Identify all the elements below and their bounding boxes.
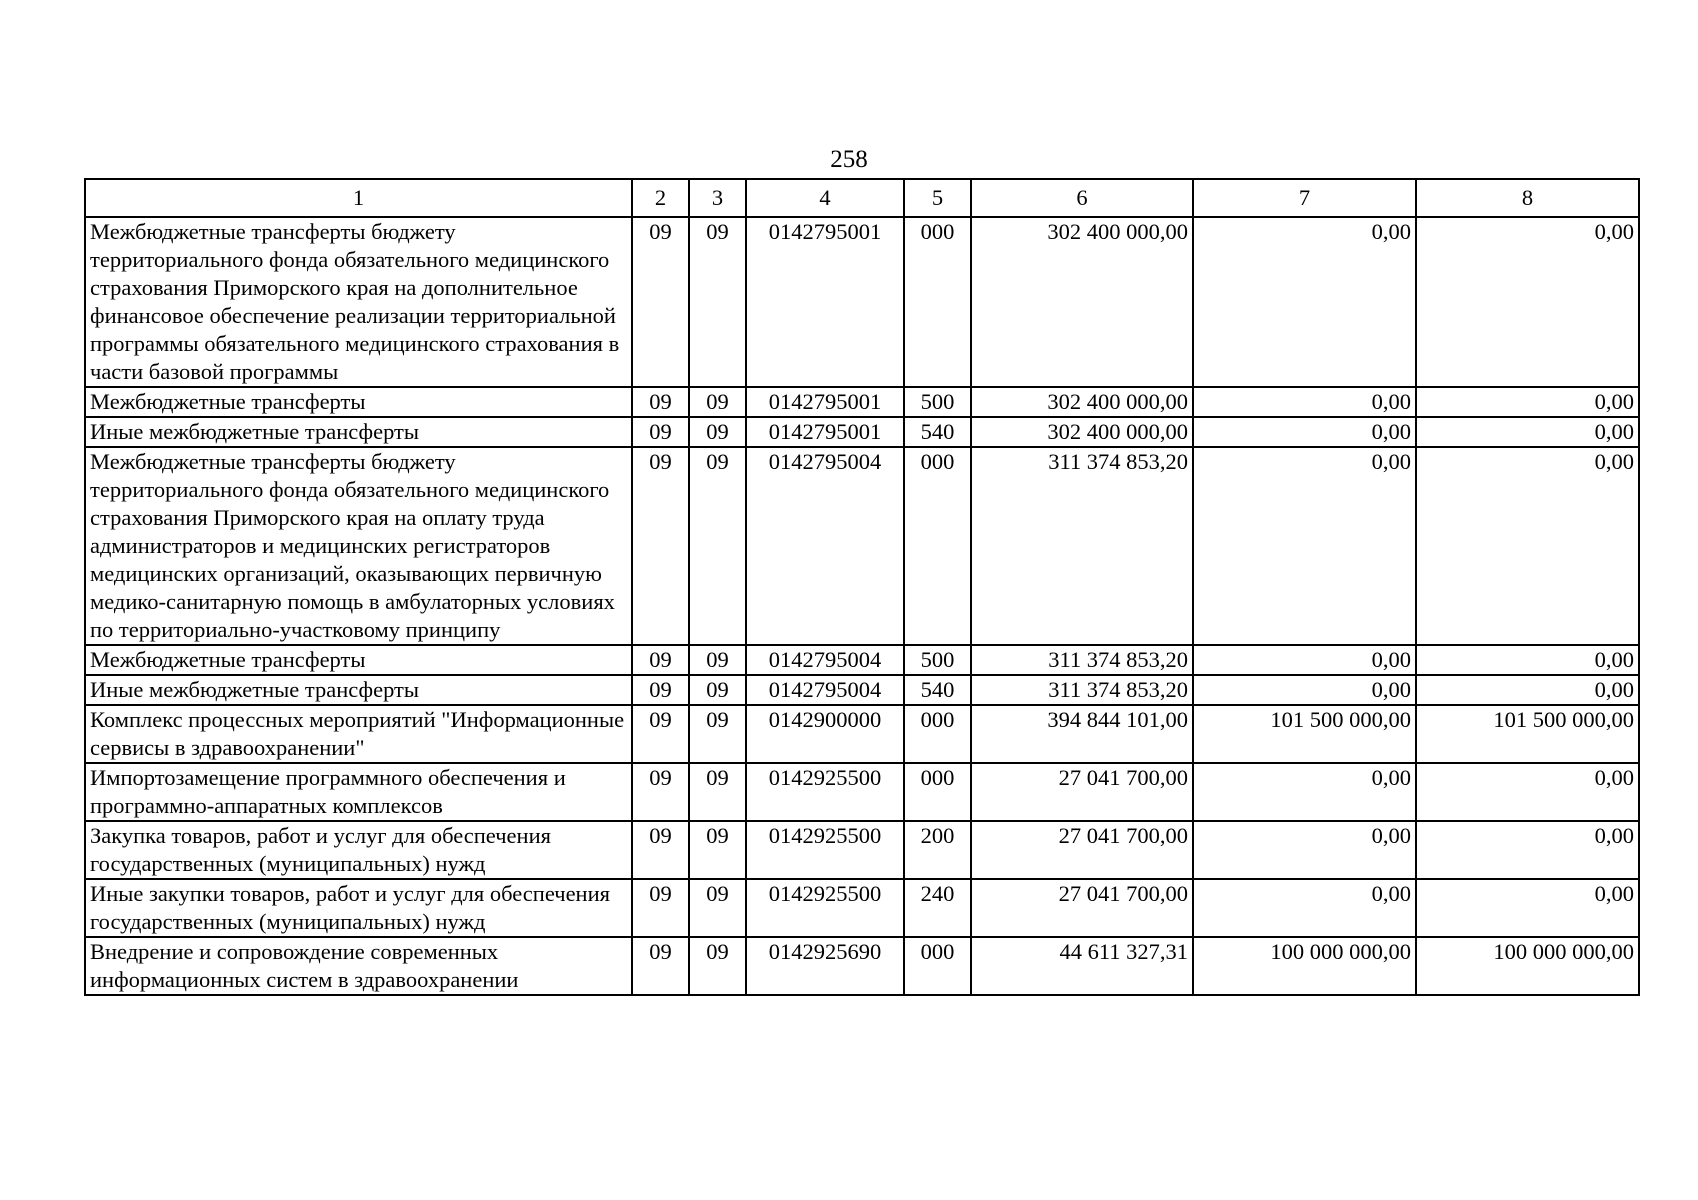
row-subsection: 09: [689, 645, 746, 675]
header-col-5: 5: [904, 179, 971, 217]
row-section: 09: [632, 675, 689, 705]
row-expense-type: 240: [904, 879, 971, 937]
row-section: 09: [632, 705, 689, 763]
row-amount-2: 0,00: [1193, 387, 1416, 417]
table-row: [85, 821, 1639, 879]
row-expense-type: 000: [904, 937, 971, 995]
table-row: [85, 705, 1639, 763]
table-row: [85, 417, 1639, 447]
row-amount-3: 0,00: [1416, 387, 1639, 417]
row-amount-2: 0,00: [1193, 879, 1416, 937]
row-section: 09: [632, 763, 689, 821]
row-amount-1: 27 041 700,00: [971, 821, 1193, 879]
row-amount-3: 0,00: [1416, 417, 1639, 447]
row-amount-2: 0,00: [1193, 645, 1416, 675]
row-section: 09: [632, 821, 689, 879]
row-amount-3: 0,00: [1416, 447, 1639, 645]
row-expense-type: 000: [904, 705, 971, 763]
table-row: [85, 763, 1639, 821]
row-subsection: 09: [689, 705, 746, 763]
row-name: Закупка товаров, работ и услуг для обеспечения государственных (муниципальных) нужд: [85, 821, 632, 879]
row-amount-3: 0,00: [1416, 763, 1639, 821]
row-amount-1: 394 844 101,00: [971, 705, 1193, 763]
row-amount-2: 0,00: [1193, 675, 1416, 705]
row-expense-type: 540: [904, 675, 971, 705]
row-section: 09: [632, 937, 689, 995]
row-target-code: 0142795001: [746, 417, 904, 447]
row-section: 09: [632, 217, 689, 387]
row-name: Межбюджетные трансферты бюджету территориального фонда обязательного медицинского страхования Приморского края на оплату труда администраторов и медицинских регистраторов медицинских организаций, оказывающих первичную медико-санитарную помощь в амбулаторных условиях по территориально-участковому принципу: [85, 447, 632, 645]
row-target-code: 0142900000: [746, 705, 904, 763]
row-name: Внедрение и сопровождение современных информационных систем в здравоохранении: [85, 937, 632, 995]
table-row: [85, 937, 1639, 995]
header-col-2: 2: [632, 179, 689, 217]
row-target-code: 0142795004: [746, 447, 904, 645]
row-target-code: 0142795001: [746, 217, 904, 387]
row-amount-2: 0,00: [1193, 417, 1416, 447]
header-col-1: 1: [85, 179, 632, 217]
row-expense-type: 000: [904, 447, 971, 645]
row-name: Межбюджетные трансферты: [85, 645, 632, 675]
row-subsection: 09: [689, 217, 746, 387]
row-target-code: 0142795001: [746, 387, 904, 417]
row-subsection: 09: [689, 763, 746, 821]
row-section: 09: [632, 417, 689, 447]
row-amount-2: 0,00: [1193, 821, 1416, 879]
row-subsection: 09: [689, 879, 746, 937]
table-row: [85, 217, 1639, 387]
row-name: Комплекс процессных мероприятий "Информационные сервисы в здравоохранении": [85, 705, 632, 763]
row-amount-2: 101 500 000,00: [1193, 705, 1416, 763]
row-name: Иные межбюджетные трансферты: [85, 675, 632, 705]
row-amount-1: 311 374 853,20: [971, 675, 1193, 705]
row-amount-3: 0,00: [1416, 645, 1639, 675]
row-amount-1: 302 400 000,00: [971, 217, 1193, 387]
row-subsection: 09: [689, 675, 746, 705]
row-name: Межбюджетные трансферты: [85, 387, 632, 417]
row-name: Межбюджетные трансферты бюджету территориального фонда обязательного медицинского страхования Приморского края на дополнительное финансовое обеспечение реализации территориальной программы обязательного медицинского страхования в части базовой программы: [85, 217, 632, 387]
row-amount-1: 44 611 327,31: [971, 937, 1193, 995]
row-subsection: 09: [689, 387, 746, 417]
table-row: [85, 879, 1639, 937]
header-col-4: 4: [746, 179, 904, 217]
row-section: 09: [632, 645, 689, 675]
row-amount-1: 311 374 853,20: [971, 645, 1193, 675]
row-amount-1: 311 374 853,20: [971, 447, 1193, 645]
row-amount-1: 302 400 000,00: [971, 387, 1193, 417]
row-subsection: 09: [689, 821, 746, 879]
row-target-code: 0142925500: [746, 879, 904, 937]
row-name: Иные закупки товаров, работ и услуг для обеспечения государственных (муниципальных) нужд: [85, 879, 632, 937]
row-amount-3: 0,00: [1416, 879, 1639, 937]
row-expense-type: 500: [904, 387, 971, 417]
row-target-code: 0142795004: [746, 675, 904, 705]
row-section: 09: [632, 879, 689, 937]
table-row: [85, 447, 1639, 645]
header-col-8: 8: [1416, 179, 1639, 217]
row-amount-2: 0,00: [1193, 217, 1416, 387]
row-amount-2: 0,00: [1193, 447, 1416, 645]
row-expense-type: 000: [904, 763, 971, 821]
row-target-code: 0142925500: [746, 821, 904, 879]
row-amount-2: 0,00: [1193, 763, 1416, 821]
row-subsection: 09: [689, 417, 746, 447]
row-target-code: 0142925690: [746, 937, 904, 995]
row-amount-3: 0,00: [1416, 821, 1639, 879]
row-amount-1: 27 041 700,00: [971, 763, 1193, 821]
row-amount-1: 27 041 700,00: [971, 879, 1193, 937]
page-number: 258: [830, 146, 868, 173]
header-col-3: 3: [689, 179, 746, 217]
header-col-6: 6: [971, 179, 1193, 217]
row-expense-type: 540: [904, 417, 971, 447]
row-amount-3: 101 500 000,00: [1416, 705, 1639, 763]
row-amount-3: 100 000 000,00: [1416, 937, 1639, 995]
row-amount-3: 0,00: [1416, 675, 1639, 705]
row-subsection: 09: [689, 937, 746, 995]
row-amount-3: 0,00: [1416, 217, 1639, 387]
row-expense-type: 000: [904, 217, 971, 387]
row-expense-type: 200: [904, 821, 971, 879]
row-subsection: 09: [689, 447, 746, 645]
row-name: Импортозамещение программного обеспечения и программно-аппаратных комплексов: [85, 763, 632, 821]
row-amount-1: 302 400 000,00: [971, 417, 1193, 447]
row-target-code: 0142925500: [746, 763, 904, 821]
row-name: Иные межбюджетные трансферты: [85, 417, 632, 447]
budget-table: [84, 178, 1640, 996]
row-amount-2: 100 000 000,00: [1193, 937, 1416, 995]
table-row: [85, 675, 1639, 705]
table-row: [85, 645, 1639, 675]
row-section: 09: [632, 387, 689, 417]
row-target-code: 0142795004: [746, 645, 904, 675]
row-section: 09: [632, 447, 689, 645]
header-row: [85, 179, 1639, 217]
table-row: [85, 387, 1639, 417]
row-expense-type: 500: [904, 645, 971, 675]
header-col-7: 7: [1193, 179, 1416, 217]
